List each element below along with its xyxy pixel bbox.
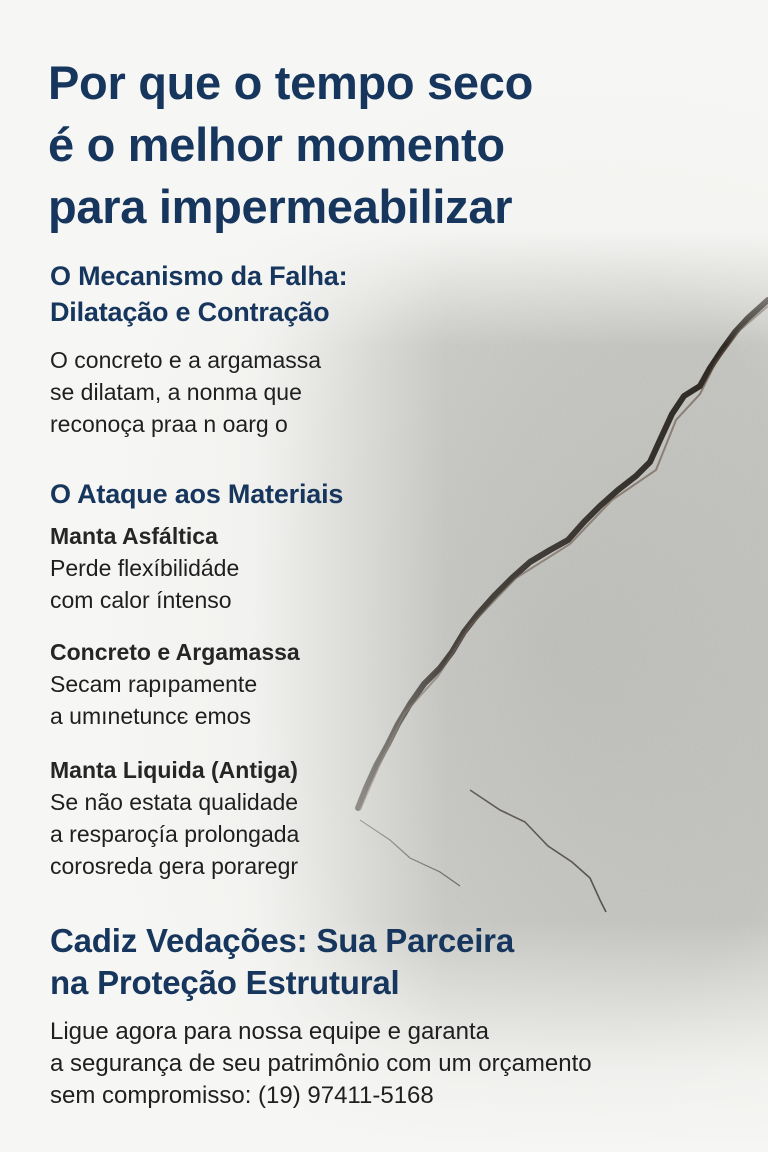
title-line: Por que o tempo seco	[48, 56, 533, 109]
footer-line: Ligue agora para nossa equipe e garanta	[50, 1018, 490, 1045]
title-line: para impermeabilizar	[48, 180, 513, 233]
mechanism-text	[50, 344, 321, 440]
material-item-line: Perde flexíbilidáde	[50, 555, 240, 581]
footer-heading-line: na Proteção Estrutural	[50, 964, 400, 1001]
material-item-title: Manta Asfáltica	[50, 523, 218, 549]
mechanism-heading	[50, 258, 347, 330]
footer-line: sem compromisso: (19) 97411-5168	[50, 1082, 434, 1109]
mechanism-heading-line: O Mecanismo da Falha:	[50, 261, 348, 291]
page-title	[48, 52, 688, 238]
footer-heading-line: Cadiz Vedações: Sua Parceira	[50, 922, 514, 959]
material-item-title: Concreto e Argamassa	[50, 639, 300, 665]
mechanism-heading-line: Dilatação e Contração	[50, 297, 330, 327]
material-item-line: corosreda gera poraregr	[50, 853, 299, 879]
mechanism-line: O concreto e a argamassa	[50, 347, 322, 373]
materials-heading	[50, 476, 343, 512]
material-item	[50, 754, 299, 882]
material-item-line: a umınetuncє emos	[50, 703, 251, 729]
footer-heading	[50, 920, 514, 1004]
material-item-line: Se não estata qualidade	[50, 789, 299, 815]
material-item-title: Manta Liquida (Antiga)	[50, 757, 298, 783]
material-item-line: com calor íntenso	[50, 587, 232, 613]
mechanism-line: se dilatam, a nonma que	[50, 379, 302, 405]
footer-text	[50, 1016, 592, 1112]
material-item-line: Secam rapıpamente	[50, 671, 258, 697]
material-item	[50, 636, 300, 732]
material-item	[50, 520, 239, 616]
material-item-line: a resparoçía prolongada	[50, 821, 300, 847]
footer-line: a segurança de seu patrimônio com um orçamento	[50, 1050, 592, 1077]
mechanism-line: reconoça praa n oarg o	[50, 411, 288, 437]
title-line: é o melhor momento	[48, 118, 505, 171]
materials-heading-text: O Ataque aos Materiais	[50, 479, 344, 509]
